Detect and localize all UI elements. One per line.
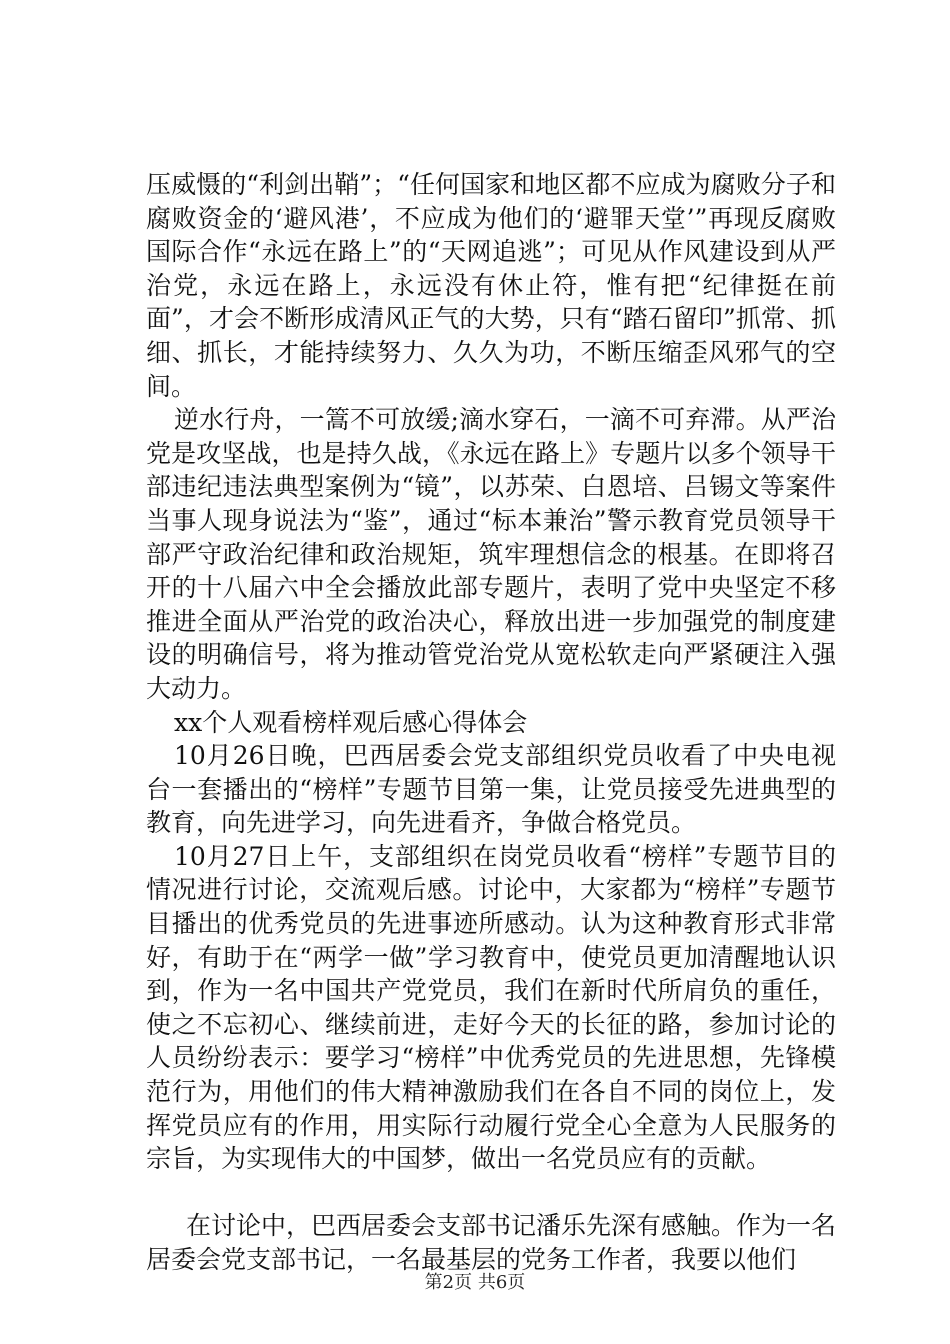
section-heading: xx个人观看榜样观后感心得体会 [174,707,528,737]
page-number-footer: 第2页 共6页 [424,1272,526,1293]
document-body [146,168,836,1277]
blank-line [146,1176,836,1210]
paragraph-oct-26: 10月26日晚，巴西居委会党支部组织党员收看了中央电视台一套播出的“榜样”专题节目第一集，让党员接受先进典型的教育，向先进学习，向先进看齐，争做合格党员。 [146,741,836,838]
paragraph-strict-governance: 逆水行舟，一篙不可放缓;滴水穿石，一滴不可弃滞。从严治党是攻坚战，也是持久战，《永远在路上》专题片以多个领导干部违纪违法典型案例为“镜”，以苏荣、白恩培、吕锡文等案件当事人现身说法为“鉴”，通过“标本兼治”警示教育党员领导干部严守政治纪律和政治规矩，筑牢理想信念的根基。在即将召开的十八届六中全会播放此部专题片，表明了党中央坚定不移推进全面从严治党的政治决心，释放出进一步加强党的制度建设的明确信号，将为推动管党治党从宽松软走向严紧硬注入强大动力。 [146,405,836,703]
paragraph-discussion: 在讨论中，巴西居委会支部书记潘乐先深有感触。作为一名居委会党支部书记，一名最基层的党务工作者，我要以他们 [146,1211,837,1274]
paragraph-oct-27: 10月27日上午，支部组织在岗党员收看“榜样”专题节目的情况进行讨论，交流观后感。讨论中，大家都为“榜样”专题节目播出的优秀党员的先进事迹所感动。认为这种教育形式非常好，有助于在“两学一做”学习教育中，使党员更加清醒地认识到，作为一名中国共产党党员，我们在新时代所肩负的重任，使之不忘初心、继续前进，走好今天的长征的路，参加讨论的人员纷纷表示：要学习“榜样”中优秀党员的先进思想，先锋模范行为，用他们的伟大精神激励我们在各自不同的岗位上，发挥党员应有的作用，用实际行动履行党全心全意为人民服务的宗旨，为实现伟大的中国梦，做出一名党员应有的贡献。 [146,841,836,1174]
paragraph-continuation: 压威慑的“利剑出鞘”；“任何国家和地区都不应成为腐败分子和腐败资金的‘避风港’，不应成为他们的‘避罪天堂’”再现反腐败国际合作“永远在路上”的“天网追逃”；可见从作风建设到从严治党，永远在路上，永远没有休止符，惟有把“纪律挺在前面”，才会不断形成清风正气的大势，只有“踏石留印”抓常、抓细、抓长，才能持续努力、久久为功，不断压缩歪风邪气的空间。 [146,170,836,401]
